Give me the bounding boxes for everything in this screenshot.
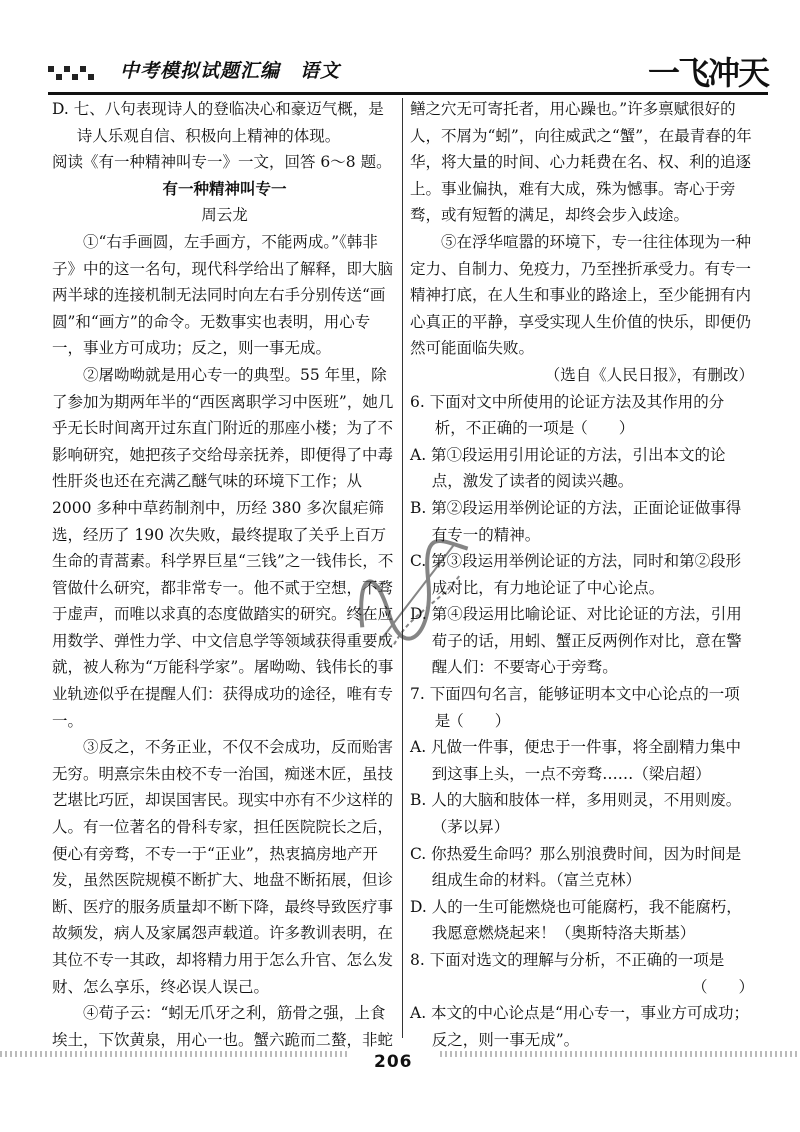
question-7-stem: 7. 下面四句名言，能够证明本文中心论点的一项是（ ） bbox=[410, 681, 754, 734]
q7-option-c: C. 你热爱生命吗？那么别浪费时间，因为时间是组成生命的材料。（富兰克林） bbox=[410, 844, 742, 890]
article-source: （选自《人民日报》，有删改） bbox=[544, 365, 754, 384]
answer-bracket: （ ） bbox=[448, 711, 511, 730]
answer-bracket: （ ） bbox=[572, 419, 635, 438]
page-number: 206 bbox=[374, 1052, 413, 1072]
answer-bracket: （ ） bbox=[691, 977, 754, 996]
q6-option-a: A. 第①段运用引用论证的方法，引出本文的论点，激发了读者的阅读兴趣。 bbox=[410, 445, 726, 491]
paragraph-3: ③反之，不务正业，不仅不会成功，反而贻害无穷。明熹宗朱由校不专一治国，痴迷木匠，虽技艺堪比巧匠，却误国害民。现实中亦有不少这样的人。有一位著名的骨科专家，担任医院院长之后，便心有旁骛，不专一于“正业”，热衷搞房地产开发，虽然医院规模不断扩大、地盘不断拓展，但诊断、医疗的服务质量却不断下降，最终导致医疗事故频发，病人及家属怨声载道。许多教训表明，在其位不专一其政，却将精力用于怎么升官、怎么发财、怎么享乐，终必误人误己。 bbox=[52, 738, 394, 996]
question-8-stem: 8. 下面对选文的理解与分析，不正确的一项是 bbox=[410, 951, 725, 969]
article-author: 周云龙 bbox=[201, 206, 248, 225]
q7-option-a: A. 凡做一件事，便忠于一件事，将全副精力集中到这事上头，一点不旁骛……（梁启超） bbox=[410, 738, 742, 783]
q6-option-c: C. 第③段运用举例论证的方法，同时和第②段形成对比，有力地论证了中心论点。 bbox=[410, 552, 742, 597]
header-title: 中考模拟试题汇编 语文 bbox=[120, 60, 341, 82]
header-brand: 一飞冲天 bbox=[647, 54, 768, 92]
page-header bbox=[48, 40, 768, 96]
header-rule bbox=[48, 92, 768, 95]
paragraph-5: ⑤在浮华喧嚣的环境下，专一往往体现为一种定力、自制力、免疫力，乃至挫折承受力。有专一精神打底，在人生和事业的路途上，至少能拥有内心真正的平静，享受实现人生价值的快乐，即便仍然可能面临失败。 bbox=[410, 232, 752, 358]
prev-option-d: D. 七、八句表现诗人的登临决心和豪迈气概，是诗人乐观自信、积极向上精神的体现。 bbox=[52, 100, 384, 145]
reading-instruction: 阅读《有一种精神叫专一》一文，回答 6～8 题。 bbox=[52, 153, 392, 172]
paragraph-4: ④荀子云：“蚓无爪牙之利，筋骨之强，上食埃土，下饮黄泉，用心一也。蟹六跪而二螯，非蛇 bbox=[52, 1004, 394, 1049]
q7-option-d: D. 人的一生可能燃烧也可能腐朽，我不能腐朽，我愿意燃烧起来！（奥斯特洛夫斯基） bbox=[410, 897, 742, 943]
paragraph-2: ②屠呦呦就是用心专一的典型。55 年里，除了参加为期两年半的“西医离职学习中医班”，她几乎无长时间离开过东直门附近的那座小楼；为了不影响研究，她把孩子交给母亲抚养，即便得了中毒性肝炎也还在充满乙醚气味的环境下工作；从 2000 多种中草药制剂中，历经 380 多次鼠疟筛选，经历了 190 次失败，最终提取了关乎上百万生命的青蒿素。科学界巨星“三钱”之一钱伟长，不管做什么研究，都非常专一。他不贰于空想，不骛于虚声，而唯以求真的态度做踏实的研究。终在应用数学、弹性力学、中文信息学等领域获得重要成就，被人称为“万能科学家”。屠呦呦、钱伟长的事业轨迹似乎在提醒人们：获得成功的途径，唯有专一。 bbox=[52, 365, 394, 730]
question-6-stem: 6. 下面对文中所使用的论证方法及其作用的分析，不正确的一项是（ ） bbox=[410, 389, 754, 442]
q6-option-d: D. 第④段运用比喻论证、对比论证的方法，引用荀子的话，用蚓、蟹正反两例作对比，意在警醒人们：不要寄心于旁骛。 bbox=[410, 605, 742, 677]
paragraph-1: ①“右手画圆，左手画方，不能两成。”《韩非子》中的这一名句，现代科学给出了解释，即大脑两半球的连接机制无法同时向左右手分别传送“画圆”和“画方”的命令。无数事实也表明，用心专一，事业方可成功；反之，则一事无成。 bbox=[52, 232, 394, 358]
q7-option-b: B. 人的大脑和肢体一样，多用则灵，不用则废。（茅以昇） bbox=[410, 791, 742, 837]
q6-option-b: B. 第②段运用举例论证的方法，正面论证做事得有专一的精神。 bbox=[410, 498, 742, 544]
paragraph-4-cont: 鳝之穴无可寄托者，用心躁也。”许多禀赋很好的人，不屑为“蚓”，向往威武之“蟹”，在最青春的年华，将大量的时间、心力耗费在名、权、利的追逐上。事业偏执，难有大成，殊为憾事。寄心于旁骛，或有短暂的满足，却终会步入歧途。 bbox=[410, 100, 752, 225]
q8-option-a: A. 本文的中心论点是“用心专一，事业方可成功；反之，则一事无成”。 bbox=[410, 1004, 749, 1049]
article-title: 有一种精神叫专一 bbox=[162, 178, 287, 198]
header-decoration bbox=[48, 66, 96, 86]
